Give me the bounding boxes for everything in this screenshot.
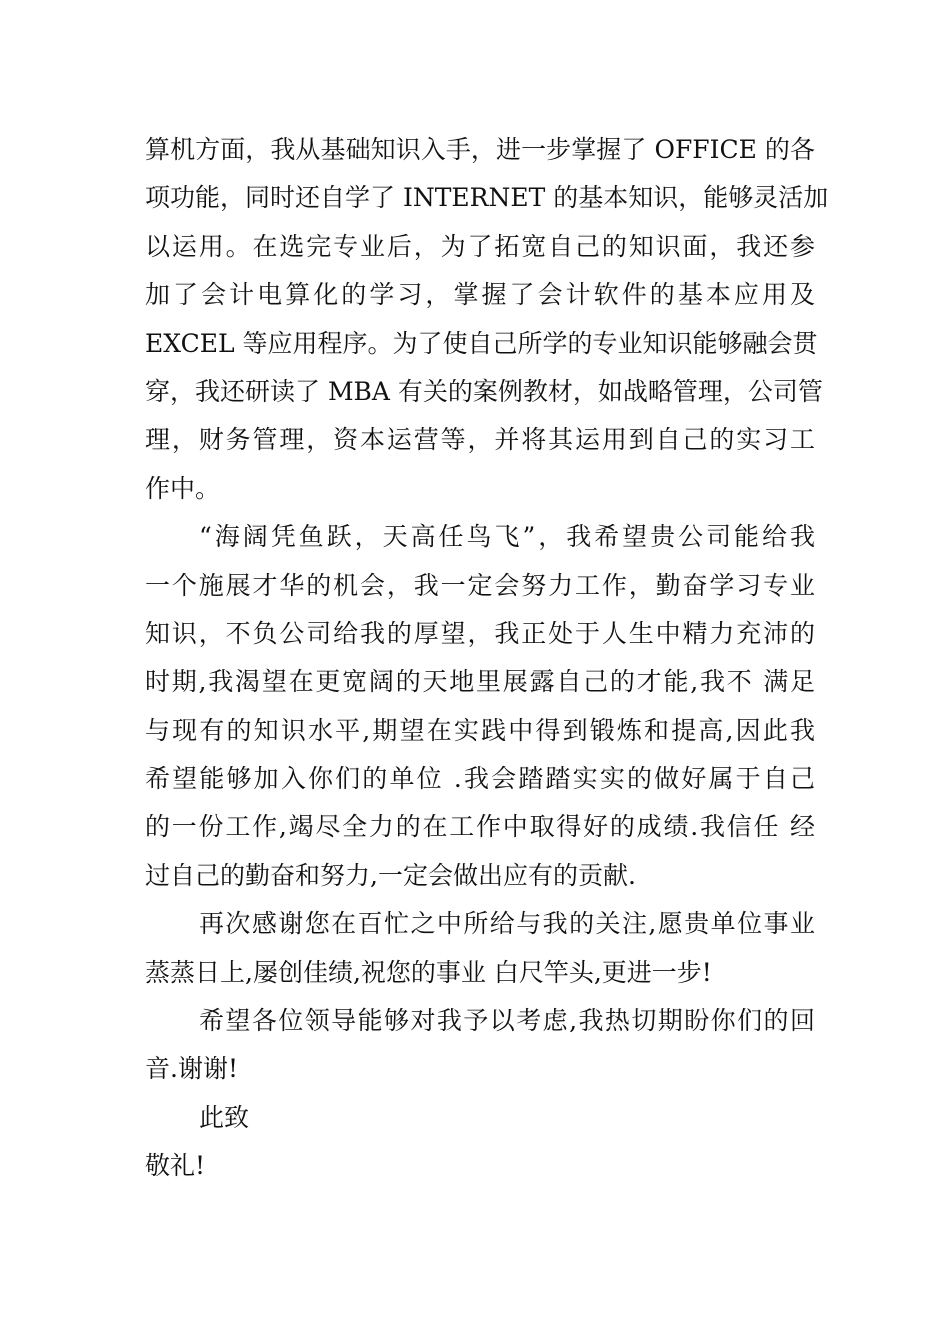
text-line: 过自己的勤奋和努力,一定会做出应有的贡献. [145,860,636,890]
text-line: 作中。 [145,473,221,503]
text-line: 希望能够加入你们的单位 .我会踏踏实实的做好属于自己 [145,764,815,794]
closing-regards: 敬礼! [145,1151,206,1181]
text-line: 算机方面，我从基础知识入手，进一步掌握了 OFFICE 的各 [145,135,815,164]
text-line: 的一份工作,竭尽全力的在工作中取得好的成绩.我信任 经 [145,812,815,842]
text-line: 蒸蒸日上,屡创佳绩,祝您的事业 白尺竿头,更进一步! [145,957,712,987]
text-line: 穿，我还研读了 MBA 有关的案例教材，如战略管理，公司管 [145,376,823,406]
paragraph-start-line: 再次感谢您在百忙之中所给与我的关注,愿贵单位事业 [199,909,815,939]
text-line: 音.谢谢! [145,1054,238,1084]
text-line: EXCEL 等应用程序。为了使自己所学的专业知识能够融会贯 [145,328,818,358]
text-line: 知识，不负公司给我的厚望，我正处于人生中精力充沛的 [145,618,815,648]
text-line: 时期,我渴望在更宽阔的天地里展露自己的才能,我不 满足 [145,667,815,697]
paragraph-start-line: 希望各位领导能够对我予以考虑,我热切期盼你们的回 [199,1006,815,1036]
text-line: 以运用。在选完专业后，为了拓宽自己的知识面，我还参 [145,231,815,261]
closing-salutation: 此致 [199,1102,250,1132]
paragraph-start-line: “海阔凭鱼跃，天高任鸟飞”，我希望贵公司能给我 [199,522,815,552]
text-line: 项功能，同时还自学了 INTERNET 的基本知识，能够灵活加 [145,183,829,213]
text-line: 理，财务管理，资本运营等，并将其运用到自己的实习工 [145,425,815,455]
text-line: 一个施展才华的机会，我一定会努力工作，勤奋学习专业 [145,570,815,600]
letter-body [145,126,829,1191]
text-line: 与现有的知识水平,期望在实践中得到锻炼和提高,因此我 [145,715,815,745]
text-line: 加了会计电算化的学习，掌握了会计软件的基本应用及 [145,280,815,310]
